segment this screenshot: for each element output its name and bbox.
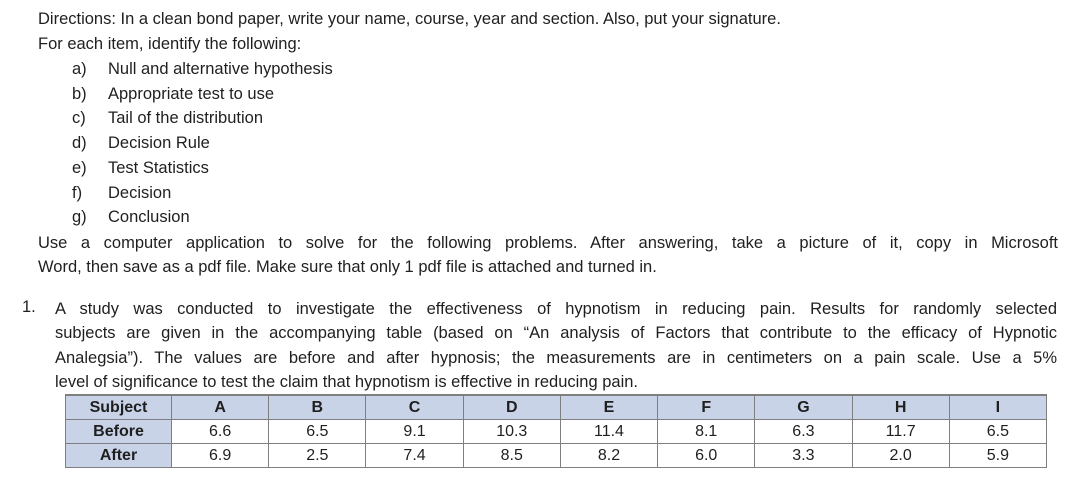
table-cell: C — [366, 395, 463, 420]
table-cell: 2.5 — [269, 444, 366, 468]
list-item — [72, 158, 209, 178]
table-cell: 6.9 — [172, 444, 269, 468]
item-label: d) — [72, 134, 87, 152]
problem-line: Analegsia”). The values are before and after hypnosis; the measurements are in centimeters on a pain scale. Use a 5% — [55, 348, 1057, 367]
table-cell: H — [852, 395, 949, 420]
list-item — [72, 108, 263, 128]
problem-text — [55, 297, 1057, 394]
item-label: b) — [72, 85, 87, 103]
item-text: Decision — [108, 184, 172, 202]
table-cell: 8.1 — [658, 420, 755, 444]
table-cell: 6.0 — [658, 444, 755, 468]
item-text: Appropriate test to use — [108, 85, 275, 103]
directions-line: Directions: In a clean bond paper, write your name, course, year and section. Also, put your signature. — [38, 10, 781, 28]
item-label: a) — [72, 60, 87, 78]
table-row — [66, 395, 1047, 420]
row-header-before: Before — [66, 420, 172, 444]
table-cell: 6.5 — [269, 420, 366, 444]
table-cell: B — [269, 395, 366, 420]
table-cell: 6.3 — [755, 420, 852, 444]
computer-instructions — [38, 231, 1058, 279]
table-cell: 6.6 — [172, 420, 269, 444]
computer-line: Use a computer application to solve for the following problems. After answering, take a picture of it, copy in Microsoft — [38, 234, 1058, 252]
table-cell: 3.3 — [755, 444, 852, 468]
table-cell: 11.7 — [852, 420, 949, 444]
pain-data-table — [65, 394, 1047, 468]
item-text: Decision Rule — [108, 134, 210, 152]
item-label: g) — [72, 208, 87, 226]
list-item — [72, 133, 210, 153]
item-text: Test Statistics — [108, 159, 209, 177]
item-label: e) — [72, 159, 87, 177]
table-cell: E — [560, 395, 657, 420]
table-cell: 7.4 — [366, 444, 463, 468]
table-cell: 9.1 — [366, 420, 463, 444]
list-item — [72, 84, 274, 104]
table-cell: F — [658, 395, 755, 420]
table-cell: 6.5 — [949, 420, 1046, 444]
list-item — [72, 207, 190, 227]
computer-line: Word, then save as a pdf file. Make sure that only 1 pdf file is attached and turned in. — [38, 258, 657, 276]
table-cell: A — [172, 395, 269, 420]
problem-line: subjects are given in the accompanying table (based on “An analysis of Factors that contribute to the efficacy of Hypnotic — [55, 324, 1057, 343]
table-row — [66, 420, 1047, 444]
problem-number: 1. — [22, 298, 36, 316]
row-header-after: After — [66, 444, 172, 468]
problem-line: level of significance to test the claim that hypnotism is effective in reducing pain. — [55, 372, 639, 391]
list-item — [72, 59, 333, 79]
table-cell: D — [463, 395, 560, 420]
table-cell: 11.4 — [560, 420, 657, 444]
row-header-subject: Subject — [66, 395, 172, 420]
table-cell: 5.9 — [949, 444, 1046, 468]
problem-line: A study was conducted to investigate the effectiveness of hypnotism in reducing pain. Results for randomly selected — [55, 300, 1057, 318]
instructions-intro: For each item, identify the following: — [38, 35, 302, 53]
list-item — [72, 183, 171, 203]
table-cell: 8.5 — [463, 444, 560, 468]
item-label: c) — [72, 109, 86, 127]
table-cell: I — [949, 395, 1046, 420]
table-row — [66, 444, 1047, 468]
table-cell: 10.3 — [463, 420, 560, 444]
item-text: Conclusion — [108, 208, 190, 226]
item-label: f) — [72, 184, 83, 202]
item-text: Tail of the distribution — [108, 109, 264, 127]
item-text: Null and alternative hypothesis — [108, 60, 333, 78]
table-cell: 8.2 — [560, 444, 657, 468]
table-cell: G — [755, 395, 852, 420]
table-cell: 2.0 — [852, 444, 949, 468]
